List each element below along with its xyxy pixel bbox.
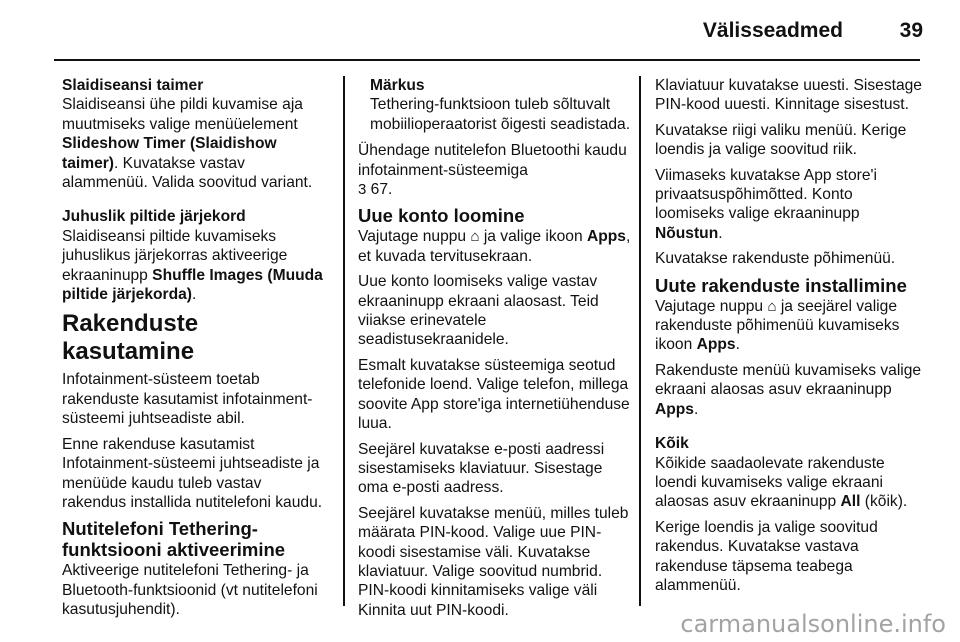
- paragraph: [358, 141, 634, 199]
- text-column-1: [62, 76, 328, 626]
- paragraph: [655, 454, 923, 512]
- subheading-shuffle: Juhuslik piltide järjekord: [62, 208, 246, 226]
- section-heading-install: Uute rakenduste installimine: [655, 274, 907, 296]
- paragraph: Esmalt kuvatakse süsteemiga seotud telefonide loend. Valige telefon, millega soovite App store'iga internetiühenduse luua.: [358, 356, 630, 433]
- text: ja seejärel valige rakenduste põhimenüü kuvamiseks ikoon: [655, 297, 900, 354]
- text: Vajutage nuppu: [358, 228, 471, 246]
- page-header-title: Välisseadmed: [702, 19, 843, 42]
- text: ja valige ikoon: [479, 228, 587, 246]
- text: .: [191, 286, 197, 304]
- text: .: [693, 400, 699, 418]
- paragraph: Seejärel kuvatakse e-posti aadressi sisestamiseks klaviatuur. Sisestage oma e-posti aadress.: [358, 440, 605, 497]
- paragraph-shuffle: [62, 227, 328, 305]
- icon-name: Apps: [696, 336, 736, 354]
- page-number: 39: [899, 19, 923, 42]
- note-box: [370, 76, 634, 134]
- header-divider: [54, 59, 920, 61]
- button-name: Apps: [655, 400, 694, 418]
- text: Slaidiseansi piltide kuvamiseks juhuslikus järjekorras aktiveerige ekraaninupp: [62, 227, 288, 284]
- paragraph: Aktiveerige nutitelefoni Tethering- ja Bluetooth-funktsioonid (vt nutitelefoni kasutusjuhendit).: [62, 562, 318, 619]
- page-reference-icon: 3: [358, 181, 367, 199]
- text: .: [735, 336, 740, 354]
- paragraph: [358, 227, 634, 266]
- button-name: Shuffle Images (Muuda piltide järjekorda): [62, 266, 323, 304]
- paragraph: [655, 166, 923, 244]
- paragraph: [655, 297, 923, 355]
- text: Vajutage nuppu: [655, 297, 768, 315]
- button-name: Nõustun: [655, 224, 719, 242]
- paragraph: [655, 361, 923, 419]
- note-label: Märkus: [370, 77, 425, 94]
- paragraph: Kuvatakse riigi valiku menüü. Kerige loendis ja valige soovitud riik.: [655, 121, 907, 159]
- section-heading-tethering: Nutitelefoni Tethering-funktsiooni aktiveerimine: [62, 518, 286, 561]
- page-reference: 67.: [366, 181, 393, 199]
- home-icon: ⌂: [470, 228, 480, 246]
- text: .: [718, 224, 723, 242]
- paragraph-slideshow-timer: [62, 95, 328, 192]
- paragraph: Kuvatakse rakenduste põhimenüü.: [655, 250, 896, 268]
- icon-name: Apps: [587, 228, 626, 246]
- subheading-slideshow-timer: Slaidiseansi taimer: [62, 77, 204, 94]
- paragraph: Klaviatuur kuvatakse uuesti. Sisestage PIN-kood uuesti. Kinnitage sisestust.: [655, 77, 922, 114]
- note-text: Tethering-funktsioon tuleb sõltuvalt mobiilioperaatorist õigesti seadistada.: [370, 96, 631, 133]
- text: Ühendage nutitelefon Bluetoothi kaudu infotainment-süsteemiga: [358, 142, 627, 179]
- text: Viimaseks kuvatakse App store'i privaatsuspõhimõtted. Konto loomiseks valige ekraaninupp: [655, 166, 877, 223]
- column-divider-1: [343, 76, 345, 606]
- column-divider-2: [639, 76, 641, 606]
- paragraph: Seejärel kuvatakse menüü, milles tuleb määrata PIN-kood. Valige uue PIN-koodi sisestamise väli. Kuvatakse klaviatuur. Valige soovitud numbrid. PIN-koodi kinnitamiseks valige väli Kinnita uut PIN-koodi.: [358, 504, 629, 619]
- text: , et kuvada tervitusekraan.: [358, 228, 631, 265]
- menu-item-name: Slideshow Timer (Slaidishow taimer): [62, 135, 277, 172]
- text: (kõik).: [860, 493, 908, 511]
- paragraph: Uue konto loomiseks valige vastav ekraaninupp ekraani alaosast. Teid viiakse erinevatele seadistusekraanidele.: [358, 273, 599, 349]
- paragraph: Infotainment-süsteem toetab rakenduste kasutamist infotainment-süsteemi juhtseadiste abil.: [62, 371, 313, 428]
- watermark: carmanualsonline.info: [680, 610, 946, 638]
- text: Slaidiseansi ühe pildi kuvamise aja muutmiseks valige menüüelement: [62, 96, 303, 133]
- paragraph: Kerige loendis ja valige soovitud rakendus. Kuvatakse vastava rakenduse täpsema teabega alammenüü.: [655, 518, 878, 594]
- text: Kõikide saadaolevate rakenduste loendi kuvamiseks valige ekraani alaosas asuv ekraaninupp: [655, 454, 885, 511]
- section-heading-apps: Rakenduste kasutamine: [62, 310, 199, 366]
- text: . Kuvatakse vastav alammenüü. Valida soovitud variant.: [62, 154, 313, 192]
- text: Rakenduste menüü kuvamiseks valige ekraani alaosas asuv ekraaninupp: [655, 361, 922, 399]
- section-heading-new-account: Uue konto loomine: [358, 205, 525, 227]
- subheading-all: Kõik: [655, 435, 689, 453]
- text-column-3: [655, 76, 923, 601]
- text-column-2: [358, 76, 634, 626]
- paragraph: Enne rakenduse kasutamist Infotainment-süsteemi juhtseadiste ja menüüde kaudu tuleb vastav rakendus installida nutitelefoni kaudu.: [62, 435, 323, 511]
- button-name: All: [840, 493, 861, 511]
- home-icon: ⌂: [767, 297, 777, 315]
